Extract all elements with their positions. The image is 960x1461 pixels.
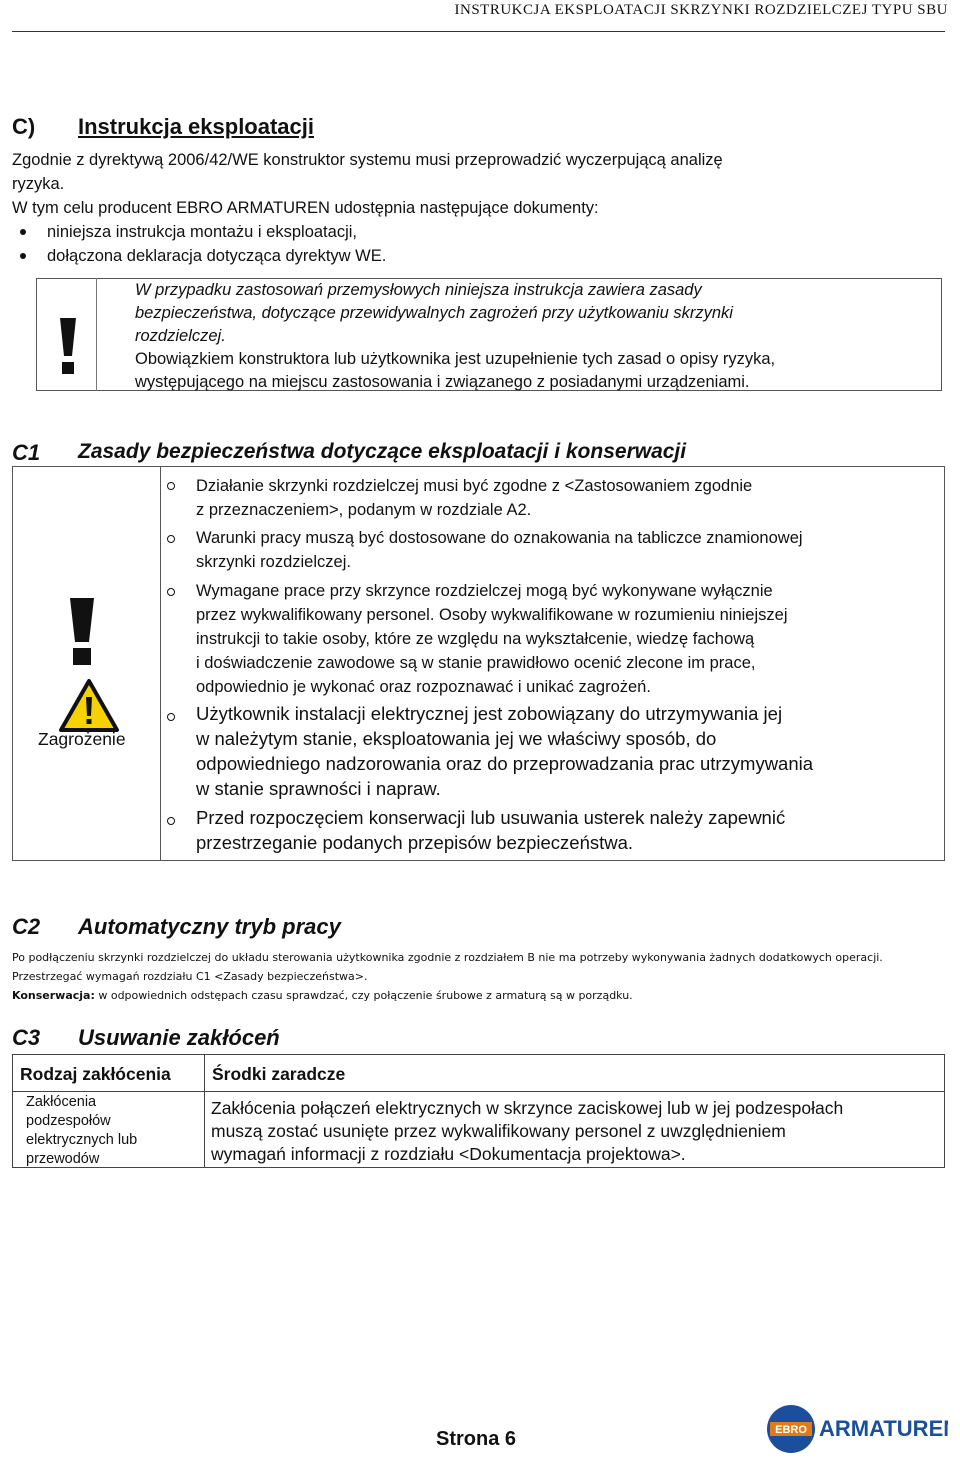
cell-line: elektrycznych lub [26,1132,138,1148]
warning-line: rozdzielczej. [135,327,226,345]
page-number: Strona 6 [436,1428,517,1450]
section-c-para1-line2: ryzyka. [12,175,65,193]
rule-line: i doświadczenie zawodowe są w stanie prawidłowo ocenić zlecone im prace, [196,654,756,672]
maintenance-text: w odpowiednich odstępach czasu sprawdzać, czy połączenie śrubowe z armaturą są w porządku. [94,989,633,1002]
warning-line: występującego na miejscu zastosowania i związanego z posiadanymi urządzeniami. [135,373,750,391]
hazard-label: Zagrożenie [38,729,126,749]
safety-rule-1 [196,474,752,522]
bullet-doc-1: niniejsza instrukcja montażu i eksploatacji, [47,223,357,241]
table-cell-remedy [211,1097,843,1166]
warning-note-divider [96,278,97,391]
cell-line: przewodów [26,1151,100,1167]
bullet-doc-2: dołączona deklaracja dotycząca dyrektyw WE. [47,247,387,265]
ebro-armaturen-logo [764,1402,948,1456]
safety-rule-4 [196,701,813,801]
section-c-para2: W tym celu producent EBRO ARMATUREN udostępnia następujące dokumenty: [12,199,599,217]
section-c1-number: C1 [12,440,41,465]
section-c2-number: C2 [12,914,41,939]
table-header-remedies: Środki zaradcze [212,1064,346,1084]
section-c-title: Instrukcja eksploatacji [78,114,314,139]
rule-line: skrzynki rozdzielczej. [196,553,351,571]
cell-line: Zakłócenia połączeń elektrycznych w skrzynce zaciskowej lub w jej podzespołach [211,1098,844,1118]
rule-line: instrukcji to takie osoby, które ze względu na wykształcenie, wiedzę fachową [196,630,755,648]
section-c-number: C) [12,114,36,139]
rule-line: odpowiedniego nadzorowania oraz do przeprowadzania prac utrzymywania [196,753,814,774]
bullet-dot [167,713,175,721]
rule-line: przestrzeganie podanych przepisów bezpieczeństwa. [196,832,634,853]
logo-mark-text: EBRO [775,1424,807,1436]
warning-note-text [135,279,935,394]
safety-rule-3 [196,579,788,699]
rule-line: Wymagane prace przy skrzynce rozdzielczej mogą być wykonywane wyłącznie [196,582,773,600]
bullet-dot [20,253,26,259]
section-c2-title: Automatyczny tryb pracy [78,914,341,939]
section-c2-line3 [12,986,633,1005]
safety-rules-divider [160,466,161,861]
rule-line: Warunki pracy muszą być dostosowane do oznakowania na tabliczce znamionowej [196,529,803,547]
logo-brand-text: ARMATUREN [819,1416,948,1441]
warning-line: W przypadku zastosowań przemysłowych niniejsza instrukcja zawiera zasady [135,281,702,299]
safety-rule-2 [196,526,803,574]
table-column-rule [204,1054,205,1168]
header-divider [12,31,945,32]
bullet-dot [167,817,175,825]
exclamation-icon [54,316,82,376]
warning-triangle-icon [58,678,120,734]
cell-line: muszą zostać usunięte przez wykwalifikowany personel z uwzględnieniem [211,1121,786,1141]
document-header-title: INSTRUKCJA EKSPLOATACJI SKRZYNKI ROZDZIELCZEJ TYPU SBU [454,2,948,18]
warning-line: Obowiązkiem konstruktora lub użytkownika jest uzupełnienie tych zasad o opisy ryzyka, [135,350,776,368]
section-c-para1-line1: Zgodnie z dyrektywą 2006/42/WE konstruktor systemu musi przeprowadzić wyczerpującą analizę [12,151,723,169]
bullet-dot [167,535,175,543]
rule-line: przez wykwalifikowany personel. Osoby wykwalifikowane w rozumieniu niniejszej [196,606,788,624]
bullet-dot [167,588,175,596]
rule-line: Użytkownik instalacji elektrycznej jest zobowiązany do utrzymywania jej [196,703,783,724]
safety-rule-5 [196,805,785,855]
rule-line: odpowiednio je wykonać oraz rozpoznawać i unikać zagrożeń. [196,678,651,696]
rule-line: w stanie sprawności i napraw. [196,778,441,799]
cell-line: podzespołów [26,1113,111,1129]
table-cell-fault [26,1093,137,1169]
rule-line: Działanie skrzynki rozdzielczej musi być zgodne z <Zastosowaniem zgodnie [196,477,753,495]
section-c2-line2: Przestrzegać wymagań rozdziału C1 <Zasady bezpieczeństwa>. [12,970,368,983]
exclamation-icon [62,596,102,668]
table-header-rule [12,1091,945,1092]
rule-line: w należytym stanie, eksploatowania jej we właściwy sposób, do [196,728,717,749]
rule-line: z przeznaczeniem>, podanym w rozdziale A2. [196,501,532,519]
bullet-dot [167,482,175,490]
bullet-dot [20,229,26,235]
warning-line: bezpieczeństwa, dotyczące przewidywalnych zagrożeń przy użytkowaniu skrzynki [135,304,733,322]
section-c3-title: Usuwanie zakłóceń [78,1025,280,1050]
rule-line: Przed rozpoczęciem konserwacji lub usuwania usterek należy zapewnić [196,807,786,828]
section-c1-title: Zasady bezpieczeństwa dotyczące eksploatacji i konserwacji [78,440,687,463]
cell-line: Zakłócenia [26,1094,97,1110]
section-c3-number: C3 [12,1025,41,1050]
section-c2-line1: Po podłączeniu skrzynki rozdzielczej do układu sterowania użytkownika zgodnie z rozdziałem B nie ma potrzeby wykonywania żadnych dodatkowych operacji. [12,951,883,964]
table-header-fault-type: Rodzaj zakłócenia [20,1064,171,1084]
cell-line: wymagań informacji z rozdziału <Dokumentacja projektowa>. [211,1144,686,1164]
maintenance-label: Konserwacja: [12,989,95,1002]
